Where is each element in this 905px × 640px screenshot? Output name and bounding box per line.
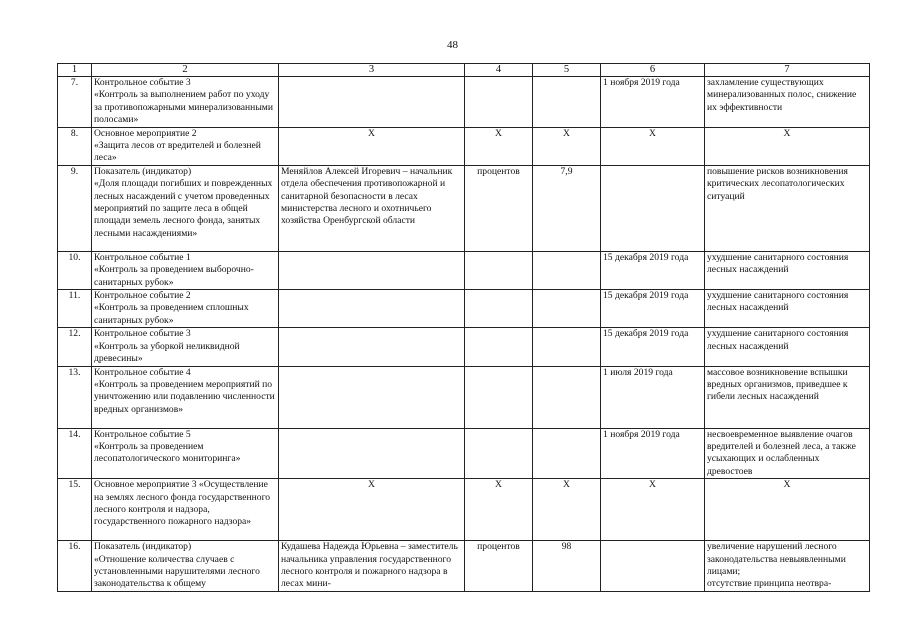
column-header: 7	[705, 64, 870, 77]
unit-cell: X	[465, 127, 533, 165]
table-row	[58, 428, 870, 479]
value-cell	[533, 428, 601, 479]
table-row	[58, 251, 870, 289]
date-cell	[601, 165, 705, 251]
page-number: 48	[447, 39, 458, 51]
value-cell: X	[533, 479, 601, 541]
unit-cell	[465, 366, 533, 428]
table-row	[58, 77, 870, 128]
activity-cell: Основное мероприятие 2 «Защита лесов от вредителей и болезней леса»	[92, 127, 279, 165]
activity-cell: Контрольное событие 4 «Контроль за проведением мероприятий по уничтожению или подавлению численности вредных организмов»	[92, 366, 279, 428]
table-row	[58, 328, 870, 366]
activity-cell: Контрольное событие 5 «Контроль за проведением лесопатологического мониторинга»	[92, 428, 279, 479]
activity-cell: Основное мероприятие 3 «Осуществление на землях лесного фонда государственного лесного контроля и надзора, государственного пожарного надзора»	[92, 479, 279, 541]
responsible-cell	[279, 428, 465, 479]
unit-cell: процентов	[465, 541, 533, 592]
consequence-cell: X	[705, 479, 870, 541]
row-number-cell: 15.	[58, 479, 92, 541]
unit-cell: процентов	[465, 165, 533, 251]
date-cell: 1 ноября 2019 года	[601, 77, 705, 128]
value-cell	[533, 328, 601, 366]
column-header: 4	[465, 64, 533, 77]
column-header: 6	[601, 64, 705, 77]
consequence-cell: захламление существующих минерализованных полос, снижение их эффективности	[705, 77, 870, 128]
consequence-cell: массовое возникновение вспышки вредных организмов, приведшее к гибели лесных насаждений	[705, 366, 870, 428]
date-cell: 15 декабря 2019 года	[601, 251, 705, 289]
table-body	[58, 64, 870, 592]
unit-cell	[465, 290, 533, 328]
responsible-cell: Меняйлов Алексей Игоревич – начальник отдела обеспечения противопожарной и санитарной безопасности в лесах министерства лесного и охотничьего хозяйства Оренбургской области	[279, 165, 465, 251]
responsible-cell	[279, 328, 465, 366]
row-number-cell: 9.	[58, 165, 92, 251]
table-row	[58, 366, 870, 428]
consequence-cell: повышение рисков возникновения критических лесопатологических ситуаций	[705, 165, 870, 251]
column-header: 1	[58, 64, 92, 77]
value-cell: X	[533, 127, 601, 165]
consequence-cell: ухудшение санитарного состояния лесных насаждений	[705, 290, 870, 328]
column-header: 5	[533, 64, 601, 77]
value-cell	[533, 77, 601, 128]
activity-cell: Контрольное событие 2 «Контроль за проведением сплошных санитарных рубок»	[92, 290, 279, 328]
table-row	[58, 165, 870, 251]
unit-cell	[465, 428, 533, 479]
responsible-cell	[279, 290, 465, 328]
date-cell: 15 декабря 2019 года	[601, 290, 705, 328]
date-cell: 1 ноября 2019 года	[601, 428, 705, 479]
row-number-cell: 8.	[58, 127, 92, 165]
row-number-cell: 10.	[58, 251, 92, 289]
date-cell: 15 декабря 2019 года	[601, 328, 705, 366]
date-cell: 1 июля 2019 года	[601, 366, 705, 428]
table-row	[58, 541, 870, 592]
date-cell: X	[601, 127, 705, 165]
column-header: 3	[279, 64, 465, 77]
unit-cell	[465, 251, 533, 289]
row-number-cell: 16.	[58, 541, 92, 592]
responsible-cell: Кудашева Надежда Юрьевна – заместитель начальника управления государственного лесного контроля и пожарного надзора в лесах мини-	[279, 541, 465, 592]
row-number-cell: 13.	[58, 366, 92, 428]
responsible-cell: X	[279, 479, 465, 541]
activity-cell: Контрольное событие 1 «Контроль за проведением выборочно-санитарных рубок»	[92, 251, 279, 289]
value-cell	[533, 366, 601, 428]
unit-cell	[465, 77, 533, 128]
plan-table	[57, 63, 870, 592]
table-header-row	[58, 64, 870, 77]
consequence-cell: ухудшение санитарного состояния лесных насаждений	[705, 328, 870, 366]
responsible-cell	[279, 77, 465, 128]
date-cell	[601, 541, 705, 592]
responsible-cell	[279, 366, 465, 428]
row-number-cell: 11.	[58, 290, 92, 328]
column-header: 2	[92, 64, 279, 77]
consequence-cell: несвоевременное выявление очагов вредителей и болезней леса, а также усыхающих и ослабленных древостоев	[705, 428, 870, 479]
responsible-cell	[279, 251, 465, 289]
unit-cell: X	[465, 479, 533, 541]
activity-cell: Контрольное событие 3 «Контроль за уборкой неликвидной древесины»	[92, 328, 279, 366]
consequence-cell: X	[705, 127, 870, 165]
unit-cell	[465, 328, 533, 366]
table-row	[58, 479, 870, 541]
value-cell	[533, 290, 601, 328]
table-row	[58, 127, 870, 165]
consequence-cell: увеличение нарушений лесного законодательства невыявленными лицами; отсутствие принципа неотвра-	[705, 541, 870, 592]
row-number-cell: 12.	[58, 328, 92, 366]
activity-cell: Показатель (индикатор) «Доля площади погибших и поврежденных лесных насаждений с учетом проведенных мероприятий по защите леса в общей площади земель лесного фонда, занятых лесными насаждениями»	[92, 165, 279, 251]
consequence-cell: ухудшение санитарного состояния лесных насаждений	[705, 251, 870, 289]
activity-cell: Показатель (индикатор) «Отношение количества случаев с установленными нарушителями лесного законодательства к общему	[92, 541, 279, 592]
value-cell: 98	[533, 541, 601, 592]
row-number-cell: 14.	[58, 428, 92, 479]
value-cell	[533, 251, 601, 289]
value-cell: 7,9	[533, 165, 601, 251]
responsible-cell: X	[279, 127, 465, 165]
row-number-cell: 7.	[58, 77, 92, 128]
table-row	[58, 290, 870, 328]
date-cell: X	[601, 479, 705, 541]
activity-cell: Контрольное событие 3 «Контроль за выполнением работ по уходу за противопожарными минерализованными полосами»	[92, 77, 279, 128]
